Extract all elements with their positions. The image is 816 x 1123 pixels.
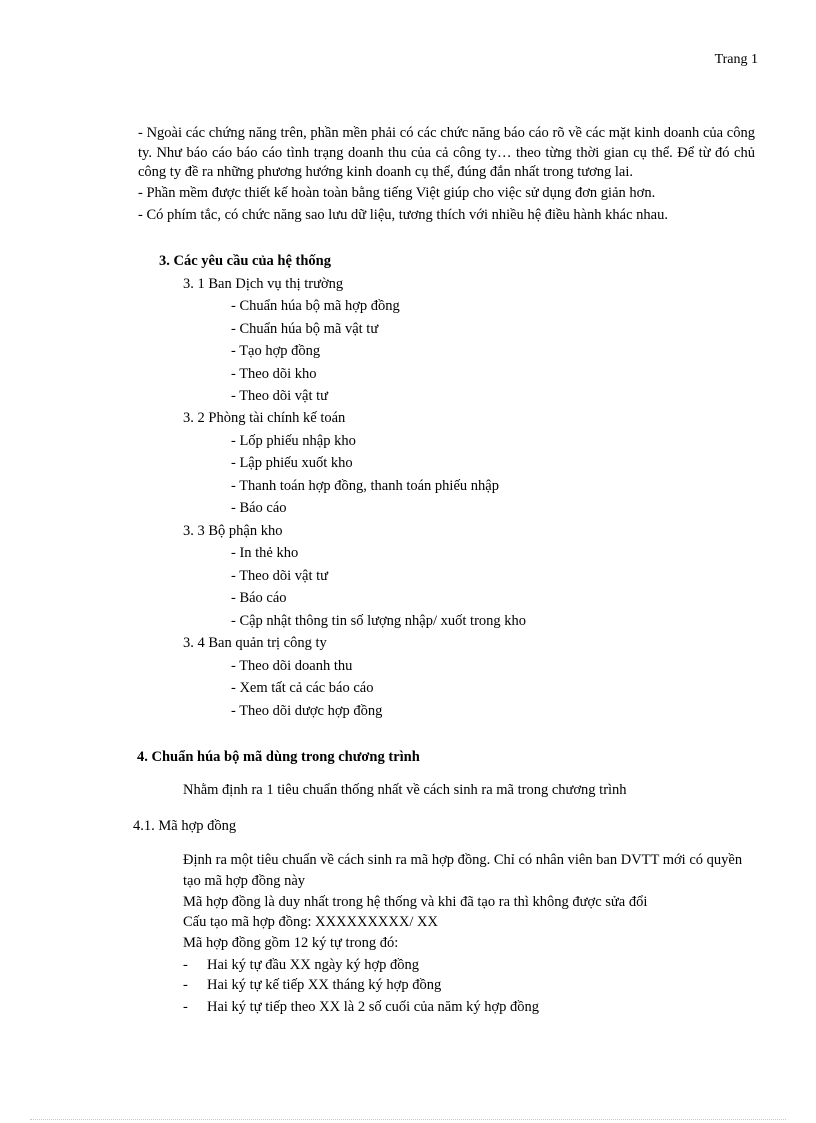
list-item: - Thanh toán hợp đồng, thanh toán phiếu nhập bbox=[231, 478, 499, 494]
list-item: - Báo cáo bbox=[231, 500, 287, 516]
list-item: - Theo dõi kho bbox=[231, 366, 317, 382]
intro-text-3: - Có phím tắc, có chức năng sao lưu dữ liệu, tương thích với nhiều hệ điều hành khác nhau. bbox=[138, 207, 668, 223]
intro-text-2: - Phần mềm được thiết kế hoàn toàn bằng tiếng Việt giúp cho việc sử dụng đơn giản hơn. bbox=[138, 185, 656, 201]
bullet-text: Hai ký tự kế tiếp XX tháng ký hợp đồng bbox=[207, 977, 442, 993]
list-item: - Lập phiếu xuốt kho bbox=[231, 455, 353, 471]
contract-unique-rule: Mã hợp đồng là duy nhất trong hệ thống và khi đã tạo ra thì không được sửa đổi bbox=[183, 894, 648, 910]
list-item: - Cập nhật thông tin số lượng nhập/ xuốt trong kho bbox=[231, 613, 527, 629]
contract-desc-line-2: tạo mã hợp đồng này bbox=[183, 873, 306, 889]
contract-composition: Mã hợp đồng gồm 12 ký tự trong đó: bbox=[183, 935, 399, 951]
list-item: - Chuẩn húa bộ mã vật tư bbox=[231, 321, 379, 337]
list-item bbox=[183, 998, 539, 1017]
group-heading: 3. 2 Phòng tài chính kế toán bbox=[183, 410, 346, 426]
group-heading: 3. 1 Ban Dịch vụ thị trường bbox=[183, 276, 344, 292]
section4-title: 4. Chuẩn húa bộ mã dùng trong chương trình bbox=[137, 749, 420, 765]
group-heading: 3. 4 Ban quản trị công ty bbox=[183, 635, 327, 651]
section4-intro: Nhằm định ra 1 tiêu chuẩn thống nhất về cách sinh ra mã trong chương trình bbox=[183, 782, 627, 798]
bullet-text: Hai ký tự đầu XX ngày ký hợp đồng bbox=[207, 957, 420, 973]
bullet-text: Hai ký tự tiếp theo XX là 2 số cuối của năm ký hợp đồng bbox=[207, 999, 540, 1015]
list-item: - Theo dõi doanh thu bbox=[231, 658, 353, 674]
list-item: - Theo dõi vật tư bbox=[231, 388, 328, 404]
list-item: - Theo dõi vật tư bbox=[231, 568, 328, 584]
group-heading: 3. 3 Bộ phận kho bbox=[183, 523, 283, 539]
subsection-title: 4.1. Mã hợp đồng bbox=[133, 818, 237, 834]
bullet-dash: - bbox=[183, 977, 188, 993]
intro-paragraph-reports bbox=[83, 124, 755, 183]
list-item bbox=[183, 956, 419, 975]
list-item: - Lốp phiếu nhập kho bbox=[231, 433, 356, 449]
list-item: - Tạo hợp đồng bbox=[231, 343, 321, 359]
list-item: - In thẻ kho bbox=[231, 545, 299, 561]
page-number: Trang 1 bbox=[714, 52, 758, 67]
list-item: - Chuẩn húa bộ mã hợp đồng bbox=[231, 298, 400, 314]
contract-structure: Cấu tạo mã hợp đồng: XXXXXXXXX/ XX bbox=[183, 914, 438, 930]
bullet-dash: - bbox=[183, 957, 188, 973]
list-item: - Xem tất cả các báo cáo bbox=[231, 680, 374, 696]
section3-title: 3. Các yêu cầu của hệ thống bbox=[159, 253, 331, 269]
intro-text-1: - Ngoài các chứng năng trên, phần mền phải có các chức năng báo cáo rõ về các mặt kinh doanh của công ty. Như báo cáo báo cáo tình trạng doanh thu của cả công ty… theo từng thời gian cụ thể. Để từ đó chủ công ty đề ra những phương hướng kinh doanh cụ thể, đúng đắn nhất trong tương lai. bbox=[138, 125, 755, 180]
list-item: - Theo dõi dược hợp đồng bbox=[231, 703, 383, 719]
list-item: - Báo cáo bbox=[231, 590, 287, 606]
contract-desc-line-1: Định ra một tiêu chuẩn về cách sinh ra mã hợp đồng. Chỉ có nhân viên ban DVTT mới có quyền bbox=[183, 852, 743, 868]
list-item bbox=[183, 976, 441, 995]
bullet-dash: - bbox=[183, 999, 188, 1015]
page-bottom-divider bbox=[30, 1119, 786, 1120]
